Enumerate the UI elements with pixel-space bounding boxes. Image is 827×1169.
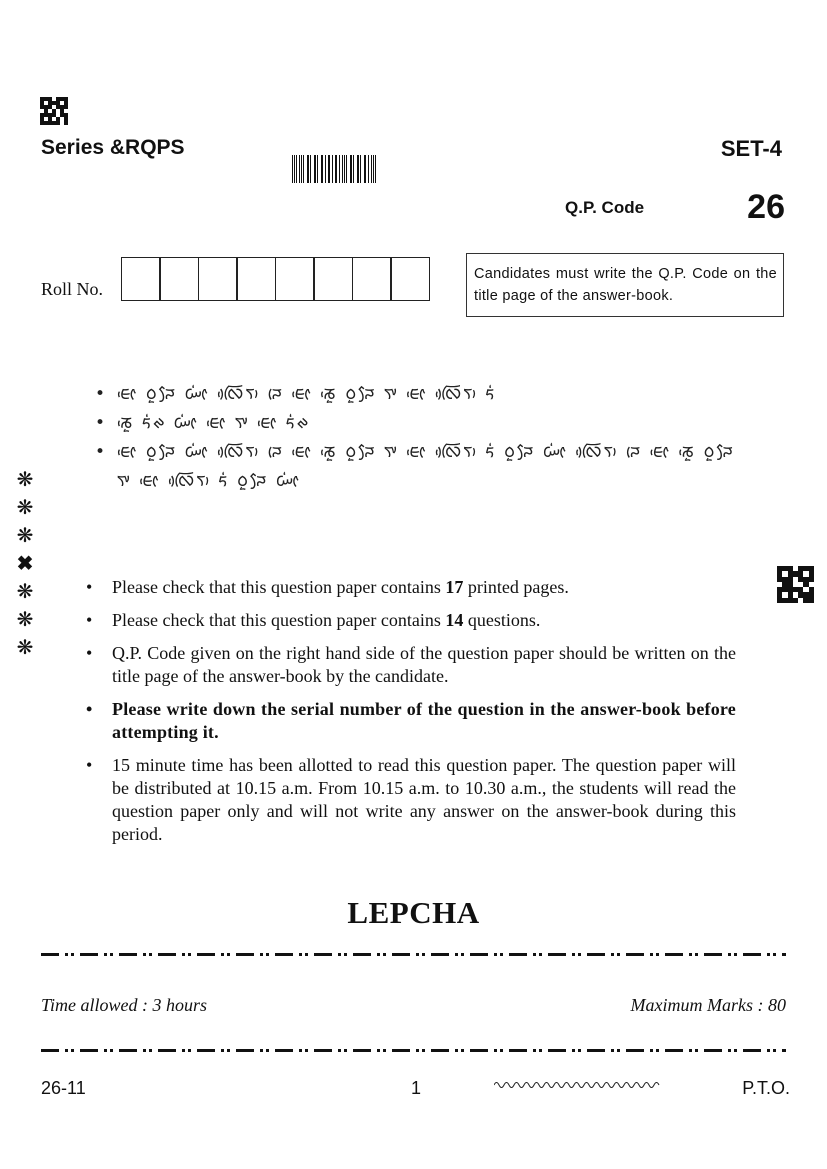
qr-code-icon xyxy=(40,97,68,125)
bullet: • xyxy=(86,577,93,597)
bullet: • xyxy=(86,610,93,630)
barcode-bar xyxy=(350,155,351,183)
qp-code-label: Q.P. Code xyxy=(565,198,645,217)
lepcha-instructions xyxy=(95,380,735,496)
paper-code: 26-11 xyxy=(41,1078,86,1098)
roll-no-box[interactable] xyxy=(390,257,430,301)
qr-code-icon xyxy=(777,566,814,603)
roll-no-box[interactable] xyxy=(236,257,276,301)
barcode-icon xyxy=(292,155,378,183)
roll-no-box[interactable] xyxy=(121,257,161,301)
barcode-bar xyxy=(358,155,359,183)
roll-no-label: Roll No. xyxy=(41,279,104,299)
roll-no-box[interactable] xyxy=(352,257,392,301)
lepcha-instruction-item: • ᰕᰬᰵ ᰁᰭᰊ ᰠᰦᰭ ᰀᰦᰵ ᰛᰤ ᰀᰦᰵ ᰁᰭᰊ xyxy=(95,409,735,438)
divider xyxy=(41,953,786,956)
barcode-bar xyxy=(339,155,340,183)
barcode-bar xyxy=(332,155,333,183)
roll-no-box[interactable] xyxy=(198,257,238,301)
instruction-item: • Please check that this question paper contains 17 printed pages. xyxy=(86,577,569,597)
barcode-bar xyxy=(325,155,326,183)
asterisk-icon: ❋ xyxy=(16,581,34,603)
barcode-bar xyxy=(364,155,365,183)
barcode-bar xyxy=(321,155,322,183)
barcode-bar xyxy=(371,155,372,183)
divider xyxy=(41,1049,786,1052)
asterisk-icon: ❋ xyxy=(16,469,34,491)
asterisk-icon: ❋ xyxy=(16,609,34,631)
roll-no-box[interactable] xyxy=(159,257,199,301)
roll-no-box[interactable] xyxy=(275,257,315,301)
instruction-item: • Please check that this question paper contains 14 questions. xyxy=(86,610,541,630)
time-allowed: Time allowed : 3 hours xyxy=(41,995,208,1015)
roll-no-boxes[interactable] xyxy=(122,257,430,301)
set-label: SET-4 xyxy=(720,136,782,161)
subject-title: LEPCHA xyxy=(347,895,480,930)
instruction-item: • Please write down the serial number of the question in the answer-book before attempting it. xyxy=(86,699,736,742)
lepcha-instruction-item: • ᰀᰦᰵ ᰓᰬᰎᰧ ᰠᰦᰭ ᰜᰩᰴᰛᰥ ᰎᰨ ᰀᰦᰵ ᰕᰬᰵ ᰓᰬᰎᰧ ᰛᰤ ᰀᰦᰵ ᰜᰩᰴᰛᰥ ᰁᰭ xyxy=(95,380,735,409)
barcode-bar xyxy=(299,155,300,183)
qp-code-notice-box: Candidates must write the Q.P. Code on the title page of the answer-book. xyxy=(466,253,784,317)
barcode-bar xyxy=(303,155,304,183)
maximum-marks: Maximum Marks : 80 xyxy=(630,995,786,1015)
pto-label: P.T.O. xyxy=(742,1078,790,1098)
asterisk-icon: ❋ xyxy=(16,497,34,519)
barcode-bar xyxy=(310,155,311,183)
cross-icon: ✖ xyxy=(16,553,34,575)
wavy-line xyxy=(494,1079,660,1091)
series-label: Series &RQPS xyxy=(41,136,185,159)
barcode-bar xyxy=(292,155,293,183)
bullet: • xyxy=(86,643,93,663)
instruction-item: • 15 minute time has been allotted to read this question paper. The question paper will be distributed at 10.15 a.m. From 10.15 a.m. to 10.30 a.m., the students will read the question paper only and will not write any answer on the answer-book during this period. xyxy=(86,755,736,844)
bullet: • xyxy=(86,755,93,775)
lepcha-instruction-item: • ᰀᰦᰵ ᰓᰬᰎᰧ ᰠᰦᰭ ᰜᰩᰴᰛᰥ ᰎᰨ ᰀᰦᰵ ᰕᰬᰵ ᰓᰬᰎᰧ ᰛᰤ ᰀᰦᰵ ᰜᰩᰴᰛᰥ ᰁᰭ ᰓᰬᰎᰧ ᰠᰦᰭ ᰜᰩᰴᰛᰥ ᰎᰨ ᰀᰦᰵ ᰕᰬᰵ ᰓᰬᰎᰧ ᰛᰤ ᰀᰦᰵ ᰜᰩᰴᰛᰥ ᰁᰭ ᰓᰬᰎᰧ ᰠᰦᰭ xyxy=(95,438,735,496)
qp-code-value: 26 xyxy=(747,188,785,226)
side-marks xyxy=(14,468,36,660)
instruction-item: • Q.P. Code given on the right hand side of the question paper should be written on the title page of the answer-book by the candidate. xyxy=(86,643,736,686)
bullet: • xyxy=(86,699,93,719)
page-number: 1 xyxy=(411,1078,422,1098)
asterisk-icon: ❋ xyxy=(16,637,34,659)
english-instructions xyxy=(86,576,736,856)
roll-no-box[interactable] xyxy=(313,257,353,301)
asterisk-icon: ❋ xyxy=(16,525,34,547)
barcode-bar xyxy=(342,155,343,183)
